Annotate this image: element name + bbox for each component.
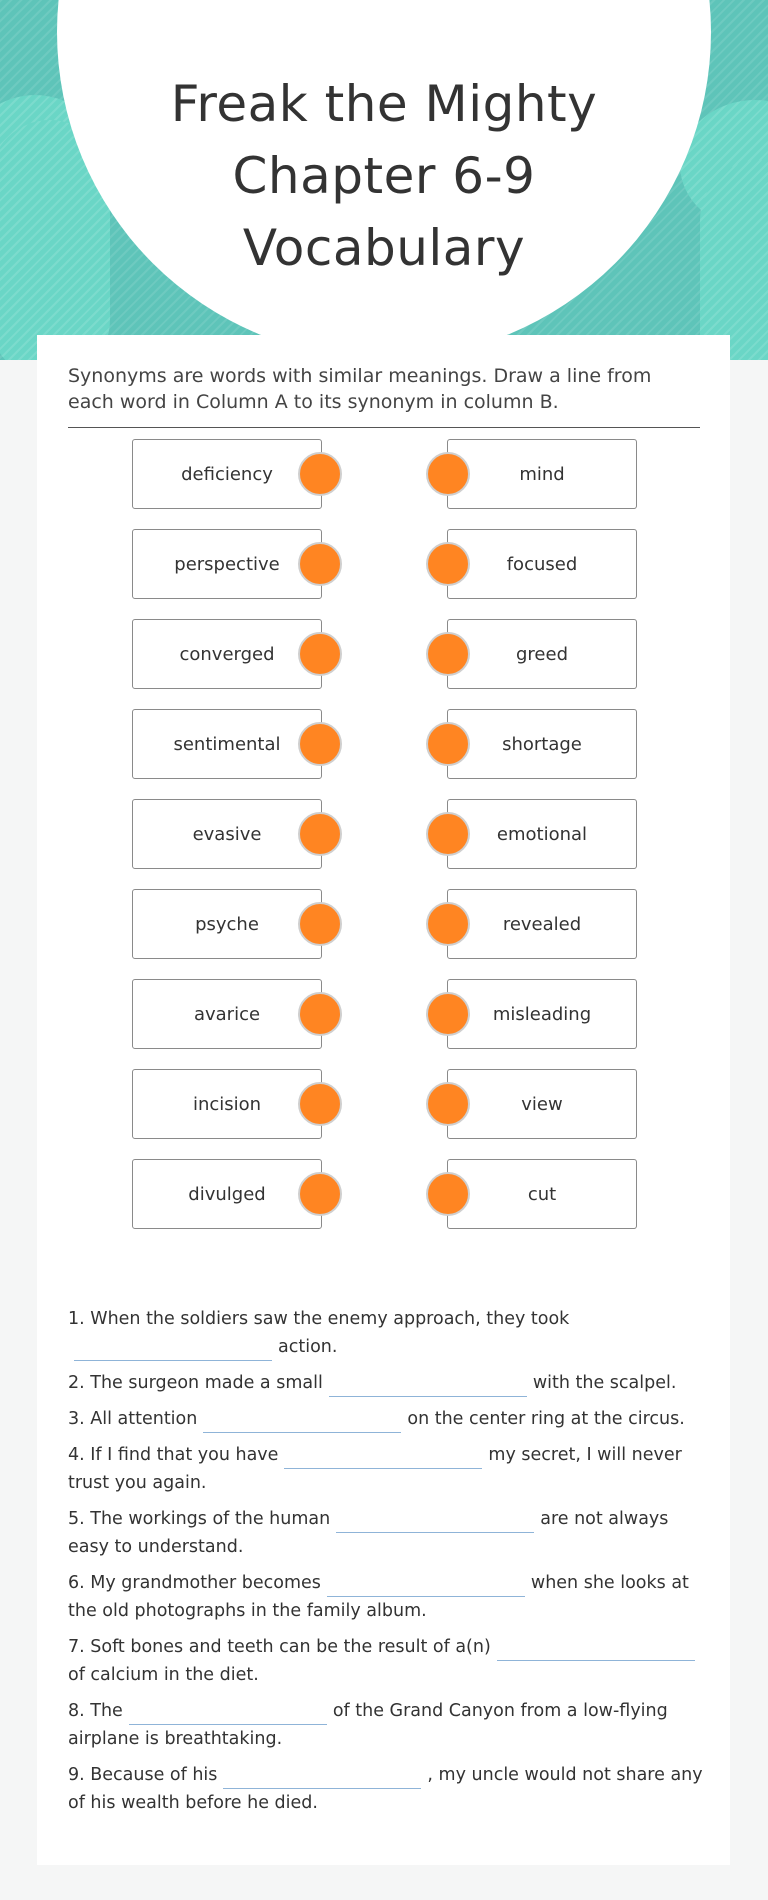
column-b-word: misleading: [447, 979, 637, 1049]
column-a-connector-dot[interactable]: [298, 452, 342, 496]
sentence-text-after: of calcium in the diet.: [68, 1665, 259, 1685]
sentence-text-before: 5. The workings of the human: [68, 1509, 331, 1529]
column-a-word: sentimental: [132, 709, 322, 779]
header-banner: [0, 0, 768, 360]
sentence-text-after: action.: [278, 1337, 338, 1357]
sentence-item: [68, 1697, 703, 1753]
column-b-connector-dot[interactable]: [426, 452, 470, 496]
column-b-connector-dot[interactable]: [426, 902, 470, 946]
sentence-item: [68, 1505, 703, 1561]
divider-line: [68, 427, 700, 428]
column-a-connector-dot[interactable]: [298, 812, 342, 856]
sentence-item: [68, 1305, 703, 1361]
worksheet-card: [37, 335, 730, 1865]
column-a-word: incision: [132, 1069, 322, 1139]
sentence-item: [68, 1633, 703, 1689]
worksheet-title: Freak the Mighty Chapter 6-9 Vocabulary: [170, 75, 598, 277]
column-a-connector-dot[interactable]: [298, 632, 342, 676]
column-b-connector-dot[interactable]: [426, 632, 470, 676]
sentence-item: [68, 1441, 703, 1497]
sentence-item: [68, 1369, 703, 1397]
sentence-item: [68, 1405, 703, 1433]
column-b-word: focused: [447, 529, 637, 599]
column-b-word: shortage: [447, 709, 637, 779]
answer-blank[interactable]: [336, 1510, 534, 1533]
column-a-connector-dot[interactable]: [298, 722, 342, 766]
column-a-connector-dot[interactable]: [298, 1172, 342, 1216]
column-a-word: psyche: [132, 889, 322, 959]
sentence-text-after: on the center ring at the circus.: [407, 1409, 685, 1429]
sentence-text-before: 7. Soft bones and teeth can be the result of a(n): [68, 1637, 491, 1657]
column-b-connector-dot[interactable]: [426, 542, 470, 586]
sentence-text-after: , my uncle would not share any of his wealth before he died.: [68, 1765, 703, 1813]
column-b-word: view: [447, 1069, 637, 1139]
answer-blank[interactable]: [203, 1410, 401, 1433]
sentence-text-after: when she looks at the old photographs in the family album.: [68, 1573, 689, 1621]
column-a-word: evasive: [132, 799, 322, 869]
answer-blank[interactable]: [327, 1574, 525, 1597]
instructions-text: Synonyms are words with similar meanings. Draw a line from each word in Column A to its synonym in column B.: [68, 365, 652, 413]
sentence-text-before: 8. The: [68, 1701, 123, 1721]
column-b-word: revealed: [447, 889, 637, 959]
column-a-connector-dot[interactable]: [298, 1082, 342, 1126]
sentence-text-before: 2. The surgeon made a small: [68, 1373, 323, 1393]
column-b-connector-dot[interactable]: [426, 1172, 470, 1216]
column-a-connector-dot[interactable]: [298, 992, 342, 1036]
column-b-connector-dot[interactable]: [426, 722, 470, 766]
sentence-item: [68, 1761, 703, 1817]
sentence-text-after: are not always easy to understand.: [68, 1509, 669, 1557]
column-a-connector-dot[interactable]: [298, 902, 342, 946]
column-a-word: converged: [132, 619, 322, 689]
answer-blank[interactable]: [497, 1638, 695, 1661]
column-a-connector-dot[interactable]: [298, 542, 342, 586]
answer-blank[interactable]: [223, 1766, 421, 1789]
sentence-text-before: 4. If I find that you have: [68, 1445, 279, 1465]
column-b-word: mind: [447, 439, 637, 509]
column-b-connector-dot[interactable]: [426, 992, 470, 1036]
sentence-text-before: 9. Because of his: [68, 1765, 218, 1785]
answer-blank[interactable]: [74, 1338, 272, 1361]
column-b-connector-dot[interactable]: [426, 812, 470, 856]
fill-in-blank-section: [68, 1305, 703, 1825]
cloud-decoration: [700, 160, 768, 360]
sentence-text-after: of the Grand Canyon from a low-flying airplane is breathtaking.: [68, 1701, 668, 1749]
sentence-text-before: 6. My grandmother becomes: [68, 1573, 321, 1593]
sentence-item: [68, 1569, 703, 1625]
column-b-connector-dot[interactable]: [426, 1082, 470, 1126]
sentence-text-before: 1. When the soldiers saw the enemy approach, they took: [68, 1309, 570, 1329]
column-b-word: cut: [447, 1159, 637, 1229]
column-b-word: emotional: [447, 799, 637, 869]
sentence-text-after: my secret, I will never trust you again.: [68, 1445, 682, 1493]
answer-blank[interactable]: [329, 1374, 527, 1397]
sentence-text-before: 3. All attention: [68, 1409, 198, 1429]
column-a-word: avarice: [132, 979, 322, 1049]
column-b-word: greed: [447, 619, 637, 689]
column-a-word: perspective: [132, 529, 322, 599]
column-a-word: divulged: [132, 1159, 322, 1229]
column-a-word: deficiency: [132, 439, 322, 509]
answer-blank[interactable]: [284, 1446, 482, 1469]
answer-blank[interactable]: [129, 1702, 327, 1725]
sentence-text-after: with the scalpel.: [532, 1373, 677, 1393]
